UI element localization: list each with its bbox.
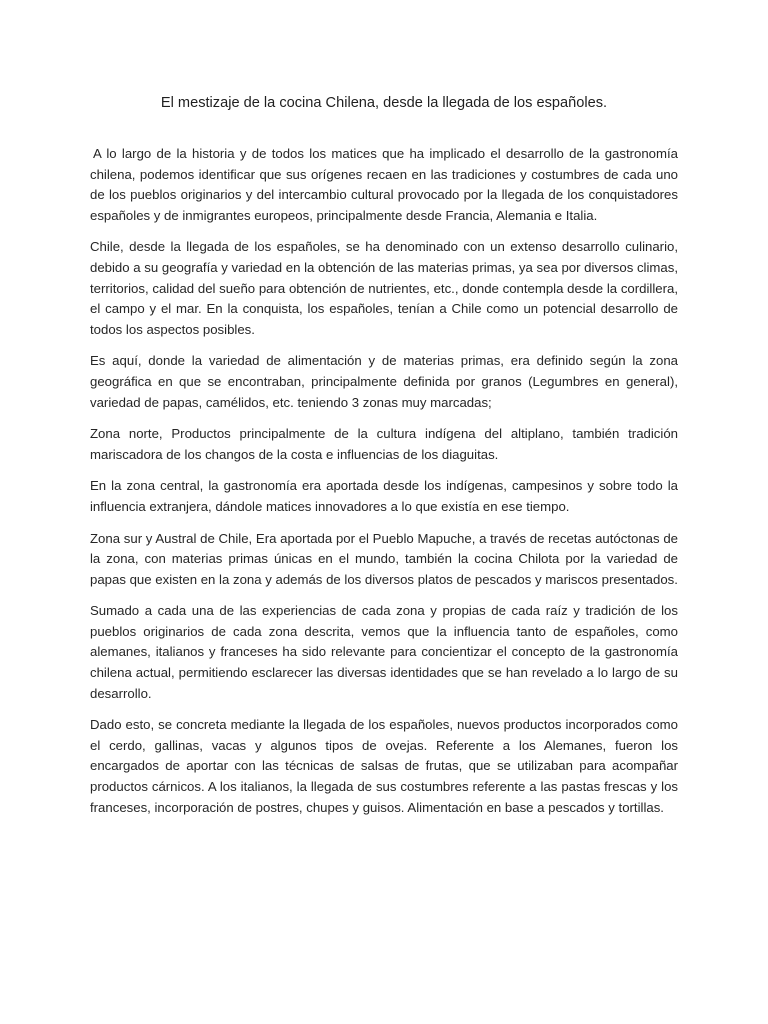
paragraph-history-origins: A lo largo de la historia y de todos los matices que ha implicado el desarrollo de la gastronomía chilena, podemos identificar que sus orígenes recaen en las tradiciones y costumbres de cada uno de los pueblos originarios y del intercambio cultural provocado por la llegada de los conquistadores españoles y de inmigrantes europeos, principalmente desde Francia, Alemania e Italia.: [90, 146, 678, 223]
paragraph-north-zone: Zona norte, Productos principalmente de la cultura indígena del altiplano, también tradición mariscadora de los changos de la costa e influencias de los diaguitas.: [90, 426, 678, 462]
paragraph-culinary-development: Chile, desde la llegada de los españoles, se ha denominado con un extenso desarrollo culinario, debido a su geografía y variedad en la obtención de las materias primas, ya sea por diversos climas, territorios, calidad del sueño para obtención de nutrientes, etc., donde contempla desde la cordillera, el campo y el mar. En la conquista, los españoles, tenían a Chile como un potencial desarrollo de todos los aspectos posibles.: [90, 239, 678, 337]
paragraph-central-zone: En la zona central, la gastronomía era aportada desde los indígenas, campesinos y sobre todo la influencia extranjera, dándole matices innovadores a lo que existía en ese tiempo.: [90, 478, 678, 514]
paragraph-south-zone: Zona sur y Austral de Chile, Era aportada por el Pueblo Mapuche, a través de recetas autóctonas de la zona, con materias primas únicas en el mundo, también la cocina Chilota por la variedad de papas que existen en la zona y además de los diversos platos de pescados y mariscos presentados.: [90, 530, 678, 587]
document-title: El mestizaje de la cocina Chilena, desde la llegada de los españoles.: [160, 95, 608, 111]
paragraph-european-influence: Sumado a cada una de las experiencias de cada zona y propias de cada raíz y tradición de los pueblos originarios de cada zona descrita, vemos que la influencia tanto de españoles, como alemanes, italianos y franceses ha sido relevante para concientizar el concepto de la gastronomía chilena actual, permitiendo esclarecer las diversas identidades que se han revelado a lo largo de su desarrollo.: [90, 603, 678, 701]
paragraph-new-products: Dado esto, se concreta mediante la llegada de los españoles, nuevos productos incorporados como el cerdo, gallinas, vacas y algunos tipos de ovejas. Referente a los Alemanes, fueron los encargados de aportar con las técnicas de salsas de frutas, que se utilizaban para acompañar productos cárnicos. A los italianos, la llegada de sus costumbres referente a las pastas frescas y los franceses, incorporación de postres, chupes y guisos. Alimentación en base a pescados y tortillas.: [90, 717, 678, 815]
paragraph-three-zones: Es aquí, donde la variedad de alimentación y de materias primas, era definido según la zona geográfica en que se encontraban, principalmente definida por granos (Legumbres en general), variedad de papas, camélidos, etc. teniendo 3 zonas muy marcadas;: [90, 353, 678, 410]
